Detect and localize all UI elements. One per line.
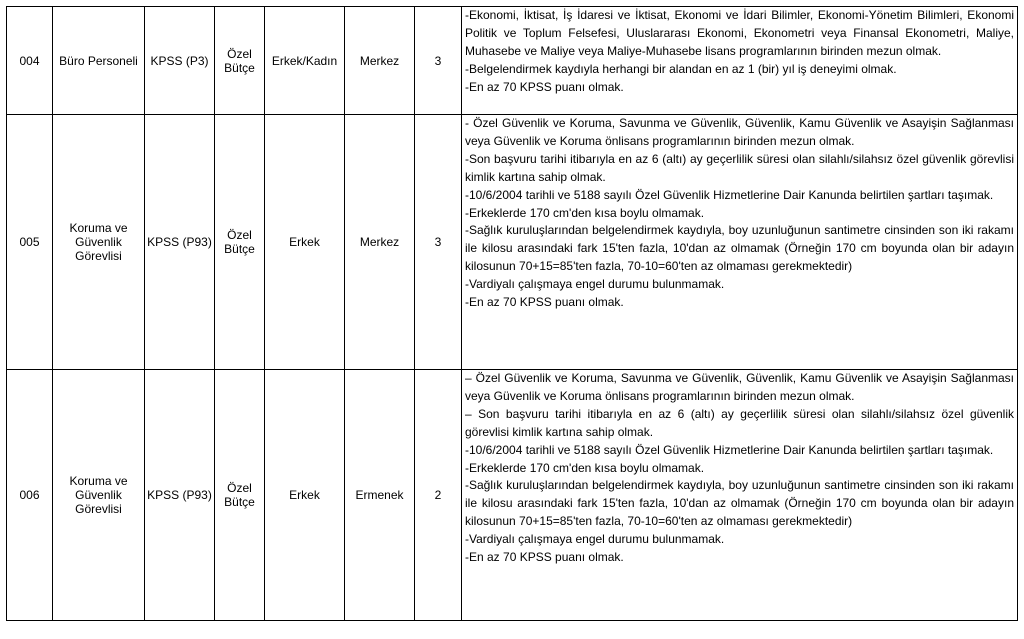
requirement-item: -En az 70 KPSS puanı olmak. <box>465 295 624 310</box>
location: Merkez <box>345 115 415 370</box>
table-row <box>7 7 1018 115</box>
requirement-item: -Vardiyalı çalışmaya engel durumu bulunmamak. <box>465 532 725 547</box>
requirement-item: -Ekonomi, İktisat, İş İdaresi ve İktisat, Ekonomi ve İdari Bilimler, Ekonomi-Yönetim Bilimleri, Ekonomi Politik ve Toplum Felsefesi, Uluslararası Ekonomi, Ekonometri veya Finansal Ekonometri, Maliye, Muhasebe ve Maliye veya Maliye-Muhasebe lisans programlarının birinden mezun olmak. <box>465 8 1014 58</box>
exam-type: KPSS (P3) <box>145 7 215 115</box>
requirement-item: -Vardiyalı çalışmaya engel durumu bulunmamak. <box>465 277 725 292</box>
requirement-item: -Belgelendirmek kaydıyla herhangi bir alandan en az 1 (bir) yıl iş deneyimi olmak. <box>465 61 897 76</box>
position-title: Koruma ve Güvenlik Görevlisi <box>53 115 145 370</box>
requirements-cell <box>462 115 1018 370</box>
requirement-item: – Son başvuru tarihi itibarıyla en az 6 (altı) ay geçerlilik süresi olan silahlı/silahsız özel güvenlik görevlisi kimlik kartına sahip olmak. <box>465 406 1014 439</box>
gender: Erkek <box>265 115 345 370</box>
position-code: 005 <box>7 115 53 370</box>
gender: Erkek <box>265 370 345 621</box>
requirement-item: -Erkeklerde 170 cm'den kısa boylu olmamak. <box>465 205 705 220</box>
table-row <box>7 115 1018 370</box>
requirement-item: -En az 70 KPSS puanı olmak. <box>465 79 624 94</box>
budget-type: Özel Bütçe <box>215 115 265 370</box>
requirement-item: -Erkeklerde 170 cm'den kısa boylu olmamak. <box>465 460 705 475</box>
gender: Erkek/Kadın <box>265 7 345 115</box>
requirement-item: - Özel Güvenlik ve Koruma, Savunma ve Güvenlik, Güvenlik, Kamu Güvenlik ve Asayişin Sağlanması veya Güvenlik ve Koruma önlisans programlarının birinden mezun olmak. <box>465 116 1014 148</box>
budget-type: Özel Bütçe <box>215 370 265 621</box>
requirement-item: -Sağlık kuruluşlarından belgelendirmek kaydıyla, boy uzunluğunun santimetre cinsinden son iki rakamı ile kilosu arasındaki fark 15'ten fazla, 10'dan az olmamak (Örneğin 170 cm boyunda olan bir adayın kilosunun 70+15=85'ten fazla, 70-10=60'ten az olmaması gerekmektedir) <box>465 223 1014 274</box>
exam-type: KPSS (P93) <box>145 370 215 621</box>
requirement-item: -10/6/2004 tarihli ve 5188 sayılı Özel Güvenlik Hizmetlerine Dair Kanunda belirtilen şartları taşımak. <box>465 442 994 457</box>
location: Ermenek <box>345 370 415 621</box>
requirements-cell <box>462 370 1018 621</box>
exam-type: KPSS (P93) <box>145 115 215 370</box>
position-code: 004 <box>7 7 53 115</box>
position-count: 3 <box>415 115 462 370</box>
position-code: 006 <box>7 370 53 621</box>
positions-table <box>6 6 1018 621</box>
requirements-cell <box>462 7 1018 115</box>
requirement-item: -En az 70 KPSS puanı olmak. <box>465 550 624 565</box>
position-count: 3 <box>415 7 462 115</box>
budget-type: Özel Bütçe <box>215 7 265 115</box>
requirement-item: -Sağlık kuruluşlarından belgelendirmek kaydıyla, boy uzunluğunun santimetre cinsinden son iki rakamı ile kilosu arasındaki fark 15'ten fazla, 10'dan az olmamak (Örneğin 170 cm boyunda olan bir adayın kilosunun 70+15=85'ten fazla, 70-10=60'ten az olmaması gerekmektedir) <box>465 478 1014 529</box>
position-title: Büro Personeli <box>53 7 145 115</box>
position-count: 2 <box>415 370 462 621</box>
requirement-item: -10/6/2004 tarihli ve 5188 sayılı Özel Güvenlik Hizmetlerine Dair Kanunda belirtilen şartları taşımak. <box>465 187 994 202</box>
requirement-item: -Son başvuru tarihi itibarıyla en az 6 (altı) ay geçerlilik süresi olan silahlı/silahsız özel güvenlik görevlisi kimlik kartına sahip olmak. <box>465 151 1014 184</box>
table-row <box>7 370 1018 621</box>
position-title: Koruma ve Güvenlik Görevlisi <box>53 370 145 621</box>
location: Merkez <box>345 7 415 115</box>
requirement-item: – Özel Güvenlik ve Koruma, Savunma ve Güvenlik, Güvenlik, Kamu Güvenlik ve Asayişin Sağlanması veya Güvenlik ve Koruma önlisans programlarının birinden mezun olmak. <box>465 371 1014 403</box>
